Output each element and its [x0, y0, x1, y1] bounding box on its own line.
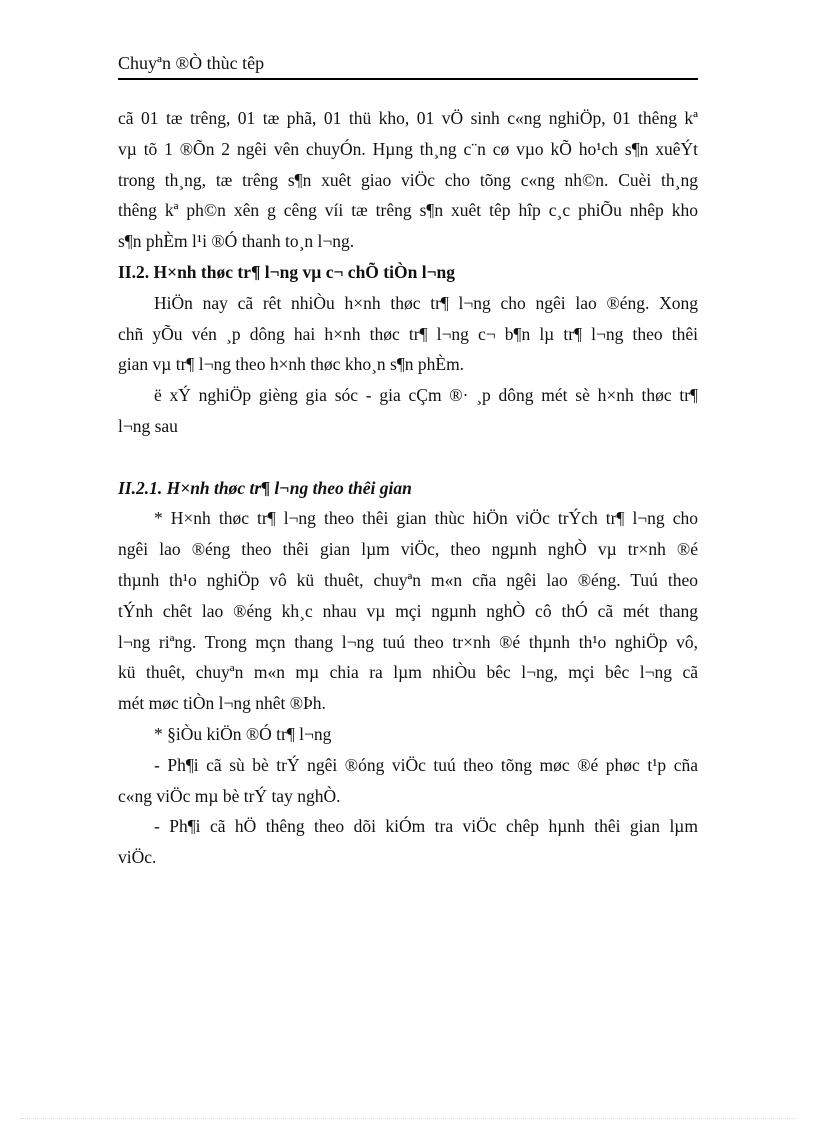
text-line: l¬ng riªng. Trong mçn thang l¬ng tuú theo tr×nh ®é thµnh th¹o nghiÖp vô, [118, 631, 698, 652]
condition-heading: * §iÒu kiÖn ®Ó tr¶ l¬ng [154, 723, 332, 744]
subsection-paragraph [118, 503, 698, 719]
document-body [118, 103, 698, 873]
subsection-heading: II.2.1. H×nh thøc tr¶ l¬ng theo thêi gian [118, 477, 412, 498]
text-line: HiÖn nay cã rêt nhiÒu h×nh thøc tr¶ l¬ng cho ngêi lao ®éng. Xong [154, 292, 698, 313]
text-line: mét møc tiÒn l¬ng nhêt ®Þh. [118, 693, 326, 714]
text-line: thµnh th¹o nghiÖp vô kü thuêt, chuyªn m«n cña ngêi lao ®éng. Tuú theo [118, 569, 698, 590]
list-item: - Ph¶i cã sù bè trÝ ngêi ®óng viÖc tuú theo tõng møc ®é phøc t¹p cña [154, 754, 698, 775]
list-item-continuation: c«ng viÖc mµ bè trÝ tay nghÒ. [118, 785, 341, 806]
text-line: tÝnh chêt lao ®éng kh¸c nhau vµ mçi ngµnh nghÒ cô thÓ cã mét thang [118, 600, 698, 621]
text-line: trong th¸ng, tæ trêng s¶n xuêt giao viÖc cho tõng c«ng nh©n. Cuèi th¸ng [118, 169, 698, 190]
text-line: gian vµ tr¶ l¬ng theo h×nh thøc kho¸n s¶n phÈm. [118, 354, 465, 375]
spacer [118, 442, 698, 473]
page-bottom-border [20, 1118, 796, 1119]
section-paragraph-2 [118, 380, 698, 442]
running-header: Chuyªn ®Ò thùc têp [118, 52, 698, 80]
intro-paragraph [118, 103, 698, 257]
text-line: ngêi lao ®éng theo thêi gian lµm viÖc, theo ngµnh nghÒ vµ tr×nh ®é [118, 539, 698, 560]
section-heading: II.2. H×nh thøc tr¶ l¬ng vµ c¬ chÕ tiÒn l¬ng [118, 261, 456, 282]
text-line: cã 01 tæ trêng, 01 tæ phã, 01 thü kho, 01 vÖ sinh c«ng nghiÖp, 01 thêng kª [118, 108, 698, 128]
text-line: l¬ng sau [118, 415, 178, 436]
list-item-continuation: viÖc. [118, 847, 157, 868]
condition-list [118, 750, 698, 873]
list-item: - Ph¶i cã hÖ thêng theo dõi kiÓm tra viÖc chêp hµnh thêi gian lµm [154, 816, 698, 837]
text-line: vµ tõ 1 ®Õn 2 ngêi vên chuyÓn. Hµng th¸ng c¨n cø vµo kÕ ho¹ch s¶n xuêÝt [118, 138, 698, 159]
text-line: kü thuêt, chuyªn m«n mµ chia ra lµm nhiÒu bêc l¬ng, mçi bêc l¬ng cã [118, 662, 698, 683]
text-line: chñ yÕu vén ¸p dông hai h×nh thøc tr¶ l¬ng c¬ b¶n lµ tr¶ l¬ng theo thêi [118, 323, 698, 344]
text-line: thêng kª ph©n xên g cêng víi tæ trêng s¶n xuêt têp hîp c¸c phiÕu nhêp kho [118, 200, 698, 221]
text-line: ë xÝ nghiÖp gièng gia sóc - gia cÇm ®· ¸p dông mét sè h×nh thøc tr¶ [154, 385, 698, 406]
text-line: * H×nh thøc tr¶ l¬ng theo thêi gian thùc hiÖn viÖc trÝch tr¶ l¬ng cho [154, 508, 698, 529]
text-line: s¶n phÈm l¹i ®Ó thanh to¸n l¬ng. [118, 231, 355, 252]
section-paragraph [118, 288, 698, 380]
